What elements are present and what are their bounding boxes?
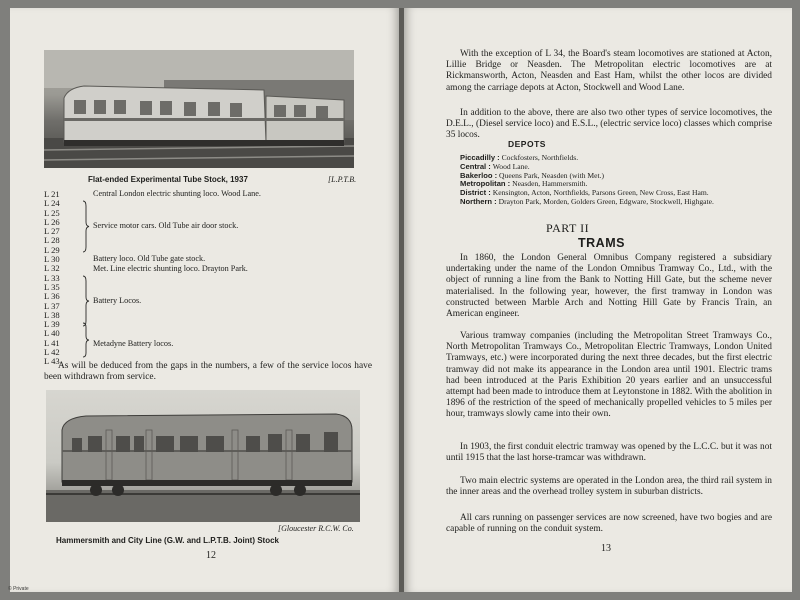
- loco-number: L 24: [44, 198, 60, 209]
- depot-stations: Neasden, Hammersmith.: [512, 179, 588, 189]
- page-number-left: 12: [206, 550, 216, 561]
- depot-stations: Wood Lane.: [492, 161, 530, 171]
- loco-number: L 39: [44, 319, 60, 330]
- depot-row: [460, 198, 772, 207]
- loco-desc-battery-locos: Battery Locos.: [93, 296, 142, 305]
- depot-stations: Cockfosters, Northfields.: [501, 153, 579, 162]
- hammersmith-stock-photo: [46, 390, 360, 522]
- loco-number: L 43: [44, 356, 60, 367]
- loco-desc-metadyne: Metadyne Battery locos.: [93, 339, 174, 348]
- depot-line: Metropolitan :: [460, 179, 511, 189]
- screened-cars-paragraph: All cars running on passenger services are now screened, have two bogies and are capable of running on the conduit system.: [446, 513, 772, 535]
- hammersmith-stock-illustration: [46, 390, 360, 522]
- depot-stations: Drayton Park, Morden, Golders Green, Edgware, Stockwell, Highgate.: [498, 196, 714, 206]
- loco-number: L 32: [44, 263, 60, 274]
- depots-list: [460, 154, 772, 207]
- omnibus-paragraph: In 1860, the London General Omnibus Company registered a subsidiary undertaking under the name of the London Omnibus Tramway Co., Ltd., with the object of running a line from the Bank to Notting Hill Gate, but the scheme never materialised. In the following year, however, the first tramway in London was constructed between Marble Arch and Notting Hill Gate by Francis Train, an American engineer.: [446, 253, 772, 320]
- page-number-right: 13: [601, 543, 611, 554]
- conduit-paragraph: In 1903, the first conduit electric tramway was opened by the L.C.C. but it was not until 1915 that the last horse-tramcar was withdrawn.: [446, 442, 772, 464]
- tube-stock-illustration: [44, 50, 354, 168]
- steam-locos-paragraph: With the exception of L 34, the Board's steam locomotives are stationed at Acton, Lillie Bridge or Neasden. The Metropolitan electric locomotives are at Rickmansworth, Acton, Neasden and East Ham, whilst the other locos are divided among the carriage depots at Acton, Stockwell and Wood Lane.: [446, 49, 772, 93]
- loco-number: L 35: [44, 281, 60, 292]
- corner-credit: © Private: [8, 586, 29, 592]
- depot-line: Bakerloo :: [460, 170, 498, 180]
- depot-line: Central :: [460, 161, 491, 171]
- loco-number: L 41: [44, 337, 60, 348]
- loco-desc-service-motor: Service motor cars. Old Tube air door stock.: [93, 221, 239, 230]
- loco-number: L 38: [44, 309, 60, 320]
- tube-stock-photo: [44, 50, 354, 168]
- photo-bottom-caption: Hammersmith and City Line (G.W. and L.P.T.B. Joint) Stock: [56, 536, 279, 545]
- loco-number: L 37: [44, 300, 60, 311]
- loco-number-list: [44, 190, 80, 367]
- loco-number: L 42: [44, 347, 60, 358]
- loco-number: L 26: [44, 216, 60, 227]
- photo-bottom-credit: [Gloucester R.C.W. Co.: [278, 524, 354, 533]
- brace-metadyne: [82, 322, 90, 358]
- depot-line: Piccadilly :: [460, 153, 500, 162]
- depot-line: Northern :: [460, 196, 497, 206]
- service-locos-paragraph: In addition to the above, there are also two other types of service locomotives, the D.E.L., (Diesel service loco) and E.S.L., (electric service loco) classes which comprise 35 locos.: [446, 108, 772, 141]
- depots-heading: DEPOTS: [508, 139, 546, 149]
- loco-number: L 29: [44, 244, 60, 255]
- brace-battery-locos: [82, 275, 90, 327]
- tramway-companies-paragraph: Various tramway companies (including the Metropolitan Street Tramways Co., North Metropolitan Tramways Co., Metropolitan Electric Tramways, London United Tramways, etc.) were incorporated during the next three decades, but the first electric tramway did not make its appearance in the London area until 1901. Electric trams had been introduced at the Paris Exhibition 20 years earlier and an unsuccessful attempt had been made to introduce them at Leytonstone in 1882. With the abolition in 1896 of the restriction of the speed of mechanically propelled vehicles to 5 miles per hour, tramways slowly came into their own.: [446, 331, 772, 420]
- loco-number: L 30: [44, 254, 60, 265]
- loco-number: L 40: [44, 328, 60, 339]
- electric-systems-paragraph: Two main electric systems are operated in the London area, the third rail system in the inner areas and the overhead trolley system in suburban districts.: [446, 476, 772, 498]
- loco-desc-wood-lane: Central London electric shunting loco. Wood Lane.: [93, 189, 261, 198]
- brace-service-motor: [82, 200, 90, 253]
- withdrawn-paragraph: As will be deduced from the gaps in the numbers, a few of the service locos have been withdrawn from service.: [44, 361, 372, 383]
- depot-stations: Kensington, Acton, Northfields, Parsons Green, New Cross, East Ham.: [492, 188, 709, 198]
- loco-number: L 27: [44, 226, 60, 237]
- loco-number: L 33: [44, 272, 60, 283]
- depot-line: District :: [460, 188, 491, 198]
- photo-top-caption: Flat-ended Experimental Tube Stock, 1937: [88, 175, 248, 184]
- depot-stations: Queens Park, Neasden (with Met.): [499, 170, 605, 180]
- loco-number: L 28: [44, 235, 60, 246]
- part-title: PART II: [546, 221, 590, 235]
- loco-number: L 21: [44, 189, 60, 199]
- photo-top-credit: [L.P.T.B.: [328, 175, 357, 184]
- loco-desc-met-shunting: Met. Line electric shunting loco. Drayton Park.: [93, 264, 248, 273]
- loco-desc-battery-loco: Battery loco. Old Tube gate stock.: [93, 254, 206, 263]
- loco-number: L 25: [44, 207, 60, 218]
- loco-number: L 36: [44, 291, 60, 302]
- section-title: TRAMS: [578, 236, 625, 250]
